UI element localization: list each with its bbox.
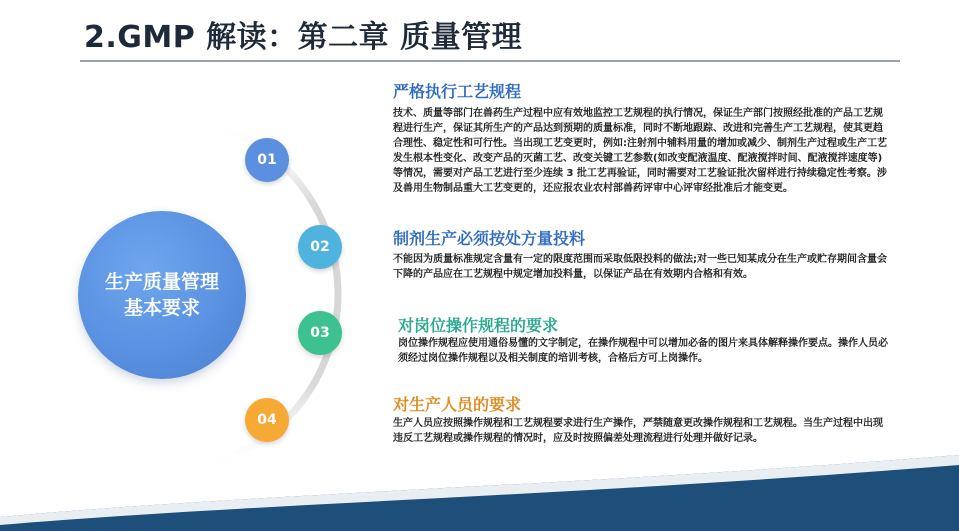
step-01-badge: [245, 138, 289, 182]
section-02-title: 制剂生产必须按处方量投料: [393, 229, 586, 248]
section-04-title: 对生产人员的要求: [393, 395, 522, 414]
step-03-number: 03: [310, 325, 330, 341]
section-02-body: 不能因为质量标准规定含量有一定的限度范围而采取低限投料的做法;对一些已知某成分在生产或贮存期间含量会下降的产品应在工艺规程中规定增加投料量，以保证产品在有效期内合格和有效。: [393, 254, 887, 280]
step-04-number: 04: [257, 412, 277, 428]
section-03-body: 岗位操作规程应使用通俗易懂的文字制定，在操作规程中可以增加必备的图片来具体解释操作要点。操作人员必须经过岗位操作规程以及相关制度的培训考核，合格后方可上岗操作。: [398, 338, 888, 364]
center-topic-circle: [78, 211, 246, 379]
section-01-body: 技术、质量等部门在兽药生产过程中应有效地监控工艺规程的执行情况，保证生产部门按照经批准的产品工艺规程进行生产，保证其所生产的产品达到预期的质量标准，同时不断地跟踪、改进和完善生产工艺规程，使其更趋合理性、稳定性和可行性。当出现工艺变更时，例如:注射剂中辅料用量的增加或减少、制剂生产过程或生产工艺发生根本性变化、改变产品的灭菌工艺、改变关键工艺参数(如改变配液温度、配液搅拌时间、配液搅拌速度等)等情况，需要对产品工艺进行至少连续 3 批工艺再验证，同时需要对工艺验证批次留样进行持续稳定性考察。涉及兽用生物制品重大工艺变更的，还应报农业农村部兽药评审中心评审经批准后才能变更。: [393, 108, 887, 194]
step-02-number: 02: [310, 239, 330, 255]
step-04-badge: [245, 398, 289, 442]
footer-wave: [0, 441, 959, 531]
section-01-title: 严格执行工艺规程: [393, 82, 522, 101]
section-03-title: 对岗位操作规程的要求: [398, 316, 559, 335]
step-01-number: 01: [257, 152, 277, 168]
step-02-badge: [298, 225, 342, 269]
step-03-badge: [298, 311, 342, 355]
center-topic-label: 生产质量管理基本要求: [104, 271, 219, 319]
section-04-body: 生产人员应按照操作规程和工艺规程要求进行生产操作，严禁随意更改操作规程和工艺规程。当生产过程中出现违反工艺规程或操作规程的情况时，应及时按照偏差处理流程进行处理并做好记录。: [393, 418, 883, 444]
page-title: 2.GMP 解读：第二章 质量管理: [84, 20, 523, 55]
